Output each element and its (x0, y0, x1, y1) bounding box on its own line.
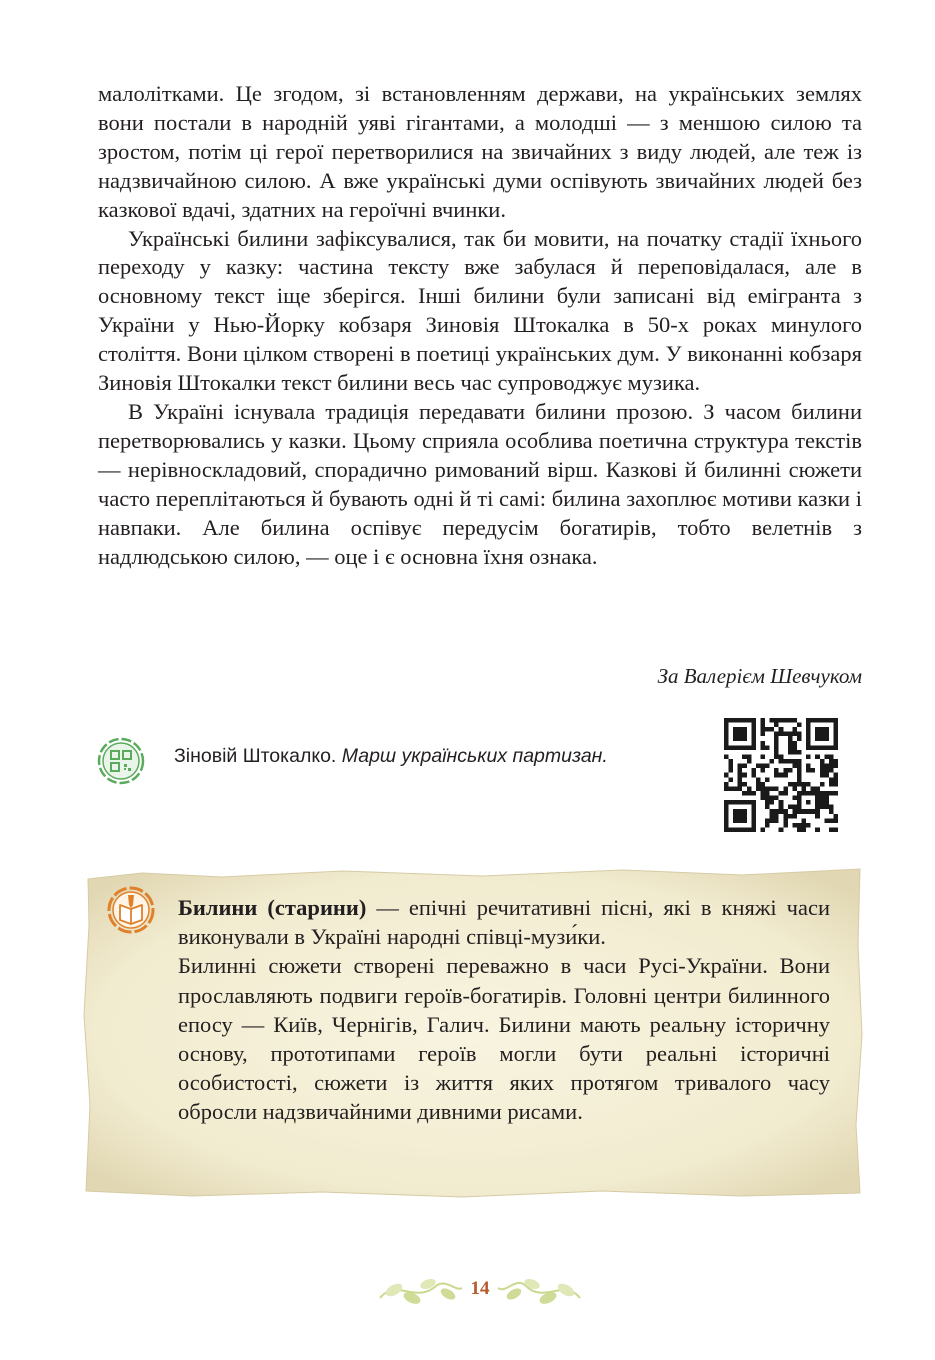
main-text (98, 80, 862, 571)
author-attribution: За Валерієм Шевчуком (657, 664, 862, 688)
qr-audio-icon[interactable] (96, 736, 146, 786)
qr-code[interactable] (724, 718, 838, 832)
definition-body: Билинні сюжети створені переважно в часи Русі-України. Вони прославляють подвиги героїв-богатирів. Головні центри билинного епосу — Київ, Чернігів, Галич. Билини мають реальну історичну основу, прототипами героїв могли бути реальні історичні особистості, сюжети із життя яких протягом тривалого часу обросли надзвичайними дивними рисами. (178, 953, 830, 1125)
definition-intro (178, 893, 830, 951)
book-pen-icon (106, 883, 156, 937)
performer-name: Зіновій Штокалко. (174, 745, 337, 767)
paragraph-2: Українські билини зафіксувалися, так би мовити, на початку стадії їхнього переходу у казку: частина тексту вже забулася й переповідалася, але в основному текст іще зберігся. Інші билини були записані від емігранта з України у Нью-Йорку кобзаря Зиновія Штокалка в 50-х роках минулого століття. Вони цілком створені в поетиці українських дум. У виконанні кобзаря Зиновія Штокалки текст билини весь час супроводжує музика. (98, 225, 862, 396)
paragraph-3: В Україні існувала традиція передавати билини прозою. З часом билини перетворювались у казки. Цьому сприяла особлива поетична структура текстів — нерівноскладовий, спорадично римований вірш. Казкові й билинні сюжети часто переплітаються й бувають одні й ті самі: билина захоплює мотиви казки і навпаки. Але билина оспівує передусім богатирів, тобто велетнів з надлюдською силою, — оце і є основна їхня ознака. (98, 398, 862, 569)
page-number: 14 (470, 1278, 490, 1299)
definition-box (82, 865, 864, 1200)
media-reference[interactable] (96, 716, 841, 834)
definition-text (178, 893, 830, 1127)
song-title: Марш українських партизан. (341, 745, 608, 767)
paragraph-1: малолітками. Це згодом, зі встановленням держави, на українських землях вони постали в народній уяві гігантами, а молодші — з меншою силою та зростом, потім ці герої перетворилися на звичайних з виду людей, але теж із надзвичайною силою. А вже українські думи оспівують звичайних людей без казкової вдачі, здатних на героїчні вчинки. (98, 81, 862, 222)
definition-term: Билини (старини) (178, 895, 367, 920)
media-caption (174, 745, 608, 768)
definition-intro-text: — епічні речитативні пісні, які в княжі часи виконували в Україні народні співці-музи́ки. (178, 895, 830, 950)
page-footer (376, 1268, 584, 1312)
